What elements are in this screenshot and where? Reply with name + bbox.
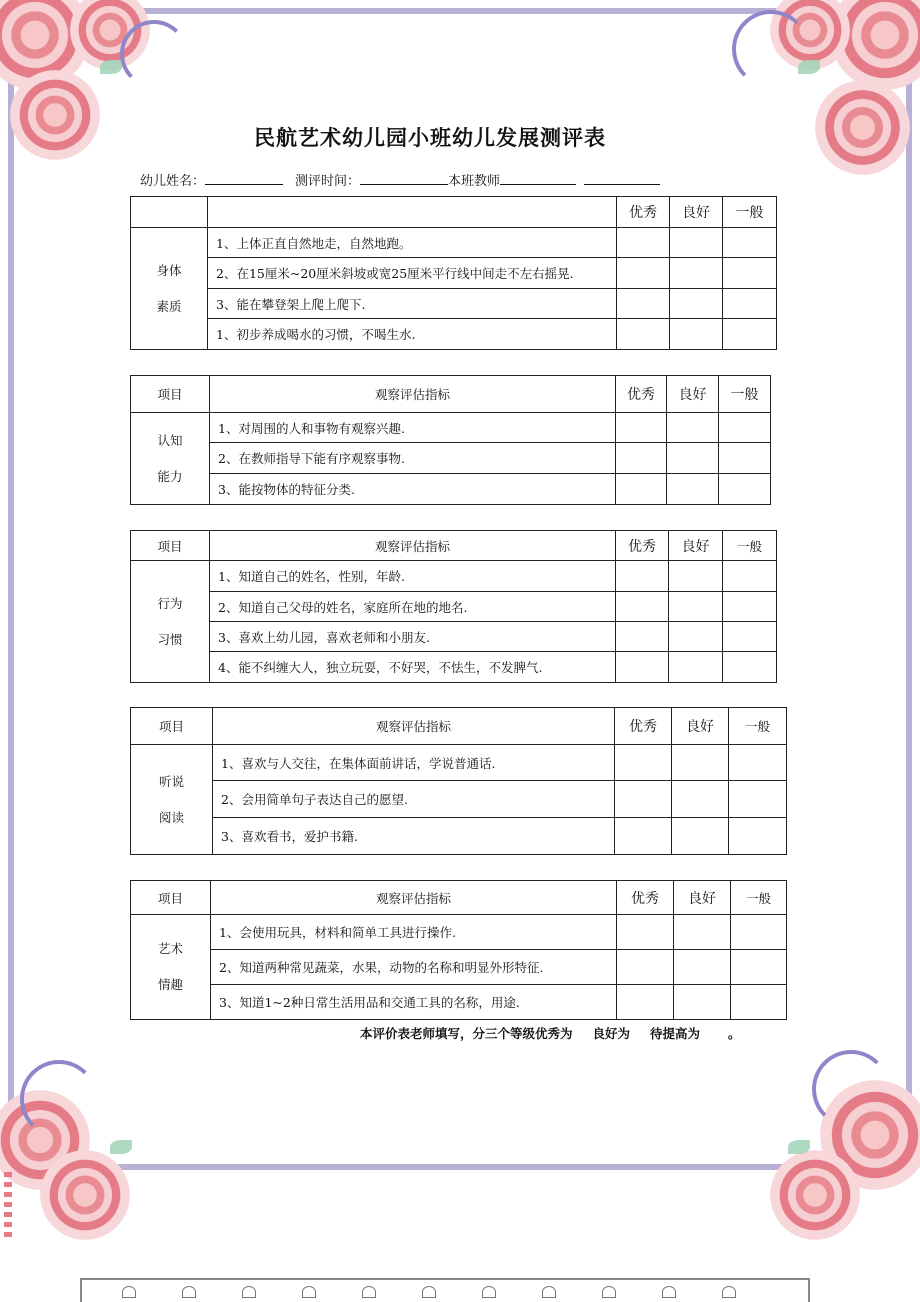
category-label: 情趣: [157, 977, 183, 992]
grade-cell-good[interactable]: [670, 319, 723, 350]
child-name-label: 幼儿姓名：: [140, 174, 206, 189]
grade-cell-excellent[interactable]: [615, 818, 672, 855]
leaf-icon: [788, 1140, 810, 1154]
arch-ornament-icon: [722, 1286, 736, 1298]
grade-header-average: 一般: [731, 881, 787, 915]
table-row: [131, 622, 777, 652]
border-line-left: [8, 60, 14, 1162]
grade-cell-excellent[interactable]: [616, 652, 669, 683]
arch-ornament-icon: [182, 1286, 196, 1298]
arch-ornament-icon: [422, 1286, 436, 1298]
grade-cell-average[interactable]: [719, 413, 771, 443]
scroll-ornament-icon: [120, 20, 188, 88]
category-label: 听说: [158, 773, 184, 789]
table-row: [131, 745, 787, 781]
grade-cell-excellent[interactable]: [616, 561, 669, 592]
grade-cell-good[interactable]: [674, 950, 731, 985]
scroll-ornament-icon: [732, 10, 810, 88]
grade-cell-excellent[interactable]: [617, 228, 670, 258]
grade-cell-average[interactable]: [729, 745, 787, 781]
section-table-behavior: [130, 530, 777, 683]
grade-header-good: 良好: [667, 376, 719, 413]
grade-cell-excellent[interactable]: [616, 622, 669, 652]
footer-text-1: 本评价表老师填写，分三个等级优秀为: [360, 1026, 573, 1041]
dot-strip-ornament: [4, 1172, 12, 1242]
header-item-cell: 项目: [131, 376, 210, 413]
grade-header-good: 良好: [672, 708, 729, 745]
grade-cell-good[interactable]: [674, 985, 731, 1020]
table-header-row: [131, 708, 787, 745]
section-table-language: [130, 707, 787, 855]
table-row: [131, 915, 787, 950]
category-cell: [131, 745, 213, 855]
grade-cell-average[interactable]: [731, 915, 787, 950]
page-title: 民航艺术幼儿园小班幼儿发展测评表: [254, 126, 606, 150]
table-row: [131, 561, 777, 592]
grade-cell-good[interactable]: [674, 915, 731, 950]
table-row: [131, 818, 787, 855]
grade-cell-average[interactable]: [723, 622, 777, 652]
indicator-text: 1、对周围的人和事物有观察兴趣.: [210, 413, 616, 443]
grade-cell-excellent[interactable]: [616, 443, 667, 474]
arch-ornament-icon: [662, 1286, 676, 1298]
header-indicator-cell: 观察评估指标: [213, 708, 615, 745]
arch-ornament-icon: [542, 1286, 556, 1298]
indicator-text: 1、喜欢与人交往，在集体面前讲话，学说普通话.: [213, 745, 615, 781]
indicator-text: 3、能按物体的特征分类.: [210, 474, 616, 505]
header-item-cell: 项目: [131, 531, 210, 561]
border-line-top: [60, 8, 860, 14]
grade-cell-good[interactable]: [667, 443, 719, 474]
border-line-right: [906, 60, 912, 1162]
indicator-text: 3、能在攀登架上爬上爬下.: [208, 289, 617, 319]
child-name-field[interactable]: [205, 172, 283, 185]
grade-header-excellent: 优秀: [615, 708, 672, 745]
category-cell: [131, 413, 210, 505]
scroll-ornament-icon: [812, 1050, 890, 1128]
indicator-text: 3、喜欢看书，爱护书籍.: [213, 818, 615, 855]
category-cell: [131, 561, 210, 683]
grade-cell-excellent[interactable]: [617, 985, 674, 1020]
category-label: 素质: [156, 298, 182, 314]
indicator-text: 2、知道两种常见蔬菜，水果，动物的名称和明显外形特征.: [211, 950, 617, 985]
info-line: [140, 170, 660, 189]
arch-ornament-icon: [122, 1286, 136, 1298]
grade-header-excellent: 优秀: [617, 197, 670, 228]
grade-cell-excellent[interactable]: [616, 474, 667, 505]
grade-cell-average[interactable]: [719, 474, 771, 505]
scroll-ornament-icon: [20, 1060, 98, 1138]
grade-header-good: 良好: [670, 197, 723, 228]
grade-cell-excellent[interactable]: [616, 592, 669, 622]
table-header-row: [131, 197, 777, 228]
table-header-row: [131, 881, 787, 915]
indicator-text: 1、初步养成喝水的习惯，不喝生水.: [208, 319, 617, 350]
indicator-text: 4、能不纠缠大人，独立玩耍，不好哭，不怯生，不发脾气.: [210, 652, 616, 683]
footer-text-2: 良好为: [592, 1026, 631, 1041]
grade-cell-good[interactable]: [672, 745, 729, 781]
indicator-text: 3、喜欢上幼儿园，喜欢老师和小朋友.: [210, 622, 616, 652]
grade-cell-good[interactable]: [669, 592, 723, 622]
table-row: [131, 443, 771, 474]
footer-note: [360, 1024, 741, 1042]
grade-cell-excellent[interactable]: [617, 289, 670, 319]
indicator-text: 3、知道1~2种日常生活用品和交通工具的名称，用途.: [211, 985, 617, 1020]
grade-cell-average[interactable]: [731, 985, 787, 1020]
table-row: [131, 592, 777, 622]
grade-cell-average[interactable]: [731, 950, 787, 985]
eval-time-label: 测评时间：: [295, 174, 361, 189]
indicator-text: 2、在15厘米~20厘米斜坡或宽25厘米平行线中间走不左右摇晃.: [208, 258, 617, 289]
header-item-cell: 项目: [131, 881, 211, 915]
grade-header-average: 一般: [729, 708, 787, 745]
indicator-text: 1、上体正直自然地走，自然地跑。: [208, 228, 617, 258]
table-row: [131, 319, 777, 350]
grade-cell-average[interactable]: [723, 319, 777, 350]
arch-ornament-icon: [362, 1286, 376, 1298]
category-label: 能力: [157, 468, 183, 484]
table-row: [131, 781, 787, 818]
header-item-cell: [131, 197, 208, 228]
grade-cell-good[interactable]: [670, 289, 723, 319]
indicator-text: 2、在教师指导下能有序观察事物.: [210, 443, 616, 474]
grade-cell-good[interactable]: [669, 561, 723, 592]
category-label: 身体: [156, 262, 182, 278]
grade-header-excellent: 优秀: [616, 376, 667, 413]
table-row: [131, 985, 787, 1020]
header-indicator-cell: 观察评估指标: [211, 881, 617, 915]
header-indicator-cell: 观察评估指标: [210, 376, 616, 413]
arch-ornament-icon: [242, 1286, 256, 1298]
arch-ornament-icon: [482, 1286, 496, 1298]
section-table-cognitive: [130, 375, 771, 505]
table-row: [131, 289, 777, 319]
header-item-cell: 项目: [131, 708, 213, 745]
grade-cell-average[interactable]: [729, 818, 787, 855]
leaf-icon: [100, 60, 122, 74]
grade-header-excellent: 优秀: [616, 531, 669, 561]
grade-cell-excellent[interactable]: [615, 745, 672, 781]
footer-text-3: 待提高为: [650, 1026, 701, 1041]
category-label: 行为: [157, 595, 183, 611]
table-row: [131, 950, 787, 985]
grade-cell-average[interactable]: [723, 289, 777, 319]
teacher-field-2[interactable]: [584, 172, 660, 185]
grade-cell-excellent[interactable]: [617, 950, 674, 985]
grade-header-good: 良好: [674, 881, 731, 915]
grade-cell-excellent[interactable]: [617, 915, 674, 950]
grade-header-average: 一般: [723, 531, 777, 561]
teacher-field-1[interactable]: [500, 172, 576, 185]
grade-cell-average[interactable]: [729, 781, 787, 818]
rose-icon: [40, 1150, 130, 1240]
grade-cell-good[interactable]: [670, 258, 723, 289]
category-cell: [131, 915, 211, 1020]
grade-cell-excellent[interactable]: [616, 413, 667, 443]
grade-cell-average[interactable]: [723, 561, 777, 592]
grade-cell-good[interactable]: [669, 622, 723, 652]
bottom-ornament-strip: [80, 1278, 810, 1302]
header-indicator-cell: [208, 197, 617, 228]
grade-cell-average[interactable]: [723, 652, 777, 683]
grade-cell-excellent[interactable]: [617, 319, 670, 350]
category-label: 认知: [157, 432, 183, 448]
rose-icon: [770, 1150, 860, 1240]
arch-ornament-icon: [602, 1286, 616, 1298]
section-table-physical: [130, 196, 777, 350]
grade-cell-good[interactable]: [672, 781, 729, 818]
category-label: 习惯: [157, 631, 183, 647]
table-row: [131, 474, 771, 505]
header-indicator-cell: 观察评估指标: [210, 531, 616, 561]
grade-cell-average[interactable]: [723, 592, 777, 622]
grade-cell-good[interactable]: [669, 652, 723, 683]
table-header-row: [131, 531, 777, 561]
indicator-text: 1、会使用玩具，材料和简单工具进行操作.: [211, 915, 617, 950]
category-label: 艺术: [157, 941, 183, 956]
eval-time-field[interactable]: [360, 172, 448, 185]
grade-header-average: 一般: [723, 197, 777, 228]
grade-cell-good[interactable]: [672, 818, 729, 855]
grade-cell-good[interactable]: [667, 413, 719, 443]
arch-ornament-icon: [302, 1286, 316, 1298]
table-header-row: [131, 376, 771, 413]
indicator-text: 1、知道自己的姓名，性别，年龄.: [210, 561, 616, 592]
section-table-art: [130, 880, 787, 1020]
grade-cell-excellent[interactable]: [615, 781, 672, 818]
table-row: [131, 258, 777, 289]
grade-cell-average[interactable]: [719, 443, 771, 474]
grade-cell-average[interactable]: [723, 228, 777, 258]
grade-header-average: 一般: [719, 376, 771, 413]
leaf-icon: [110, 1140, 132, 1154]
footer-text-4: 。: [728, 1026, 741, 1041]
table-row: [131, 413, 771, 443]
grade-cell-good[interactable]: [667, 474, 719, 505]
indicator-text: 2、会用简单句子表达自己的愿望.: [213, 781, 615, 818]
category-label: 阅读: [158, 809, 184, 825]
indicator-text: 2、知道自己父母的姓名，家庭所在地的地名.: [210, 592, 616, 622]
grade-cell-excellent[interactable]: [617, 258, 670, 289]
teacher-label: 本班教师: [448, 174, 501, 189]
border-line-bottom: [60, 1164, 860, 1170]
grade-header-excellent: 优秀: [617, 881, 674, 915]
table-row: [131, 652, 777, 683]
table-row: [131, 228, 777, 258]
category-cell: [131, 228, 208, 350]
grade-cell-good[interactable]: [670, 228, 723, 258]
grade-header-good: 良好: [669, 531, 723, 561]
grade-cell-average[interactable]: [723, 258, 777, 289]
